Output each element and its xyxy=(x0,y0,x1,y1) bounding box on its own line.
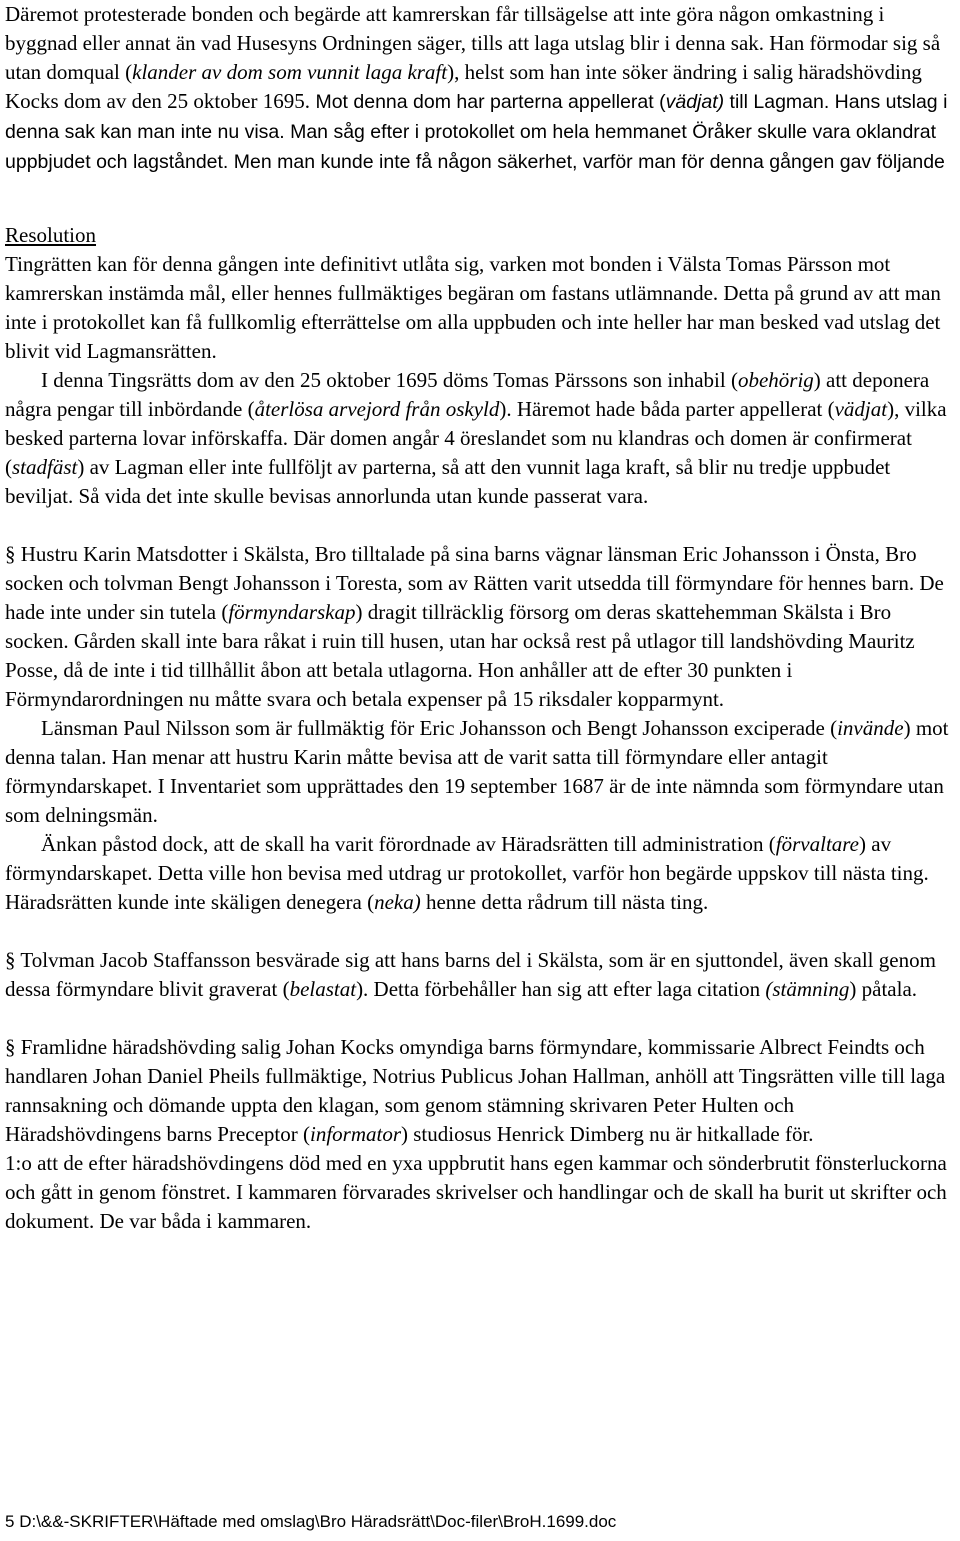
text-run: ) att deponera några pengar till inbördande ( xyxy=(5,368,930,421)
italic-gloss: vädjat) xyxy=(665,91,725,113)
text-run: § Tolvman Jacob Staffansson besvärade sig att hans barns del i Skälsta, som är en sjuttondel, även skall genom dessa förmyndare blivit graverat ( xyxy=(5,948,936,1001)
text-run: ), vilka besked parterna lovar införskaffa. Där domen angår 4 öreslandet som nu klandras och domen är confirmerat ( xyxy=(5,397,947,479)
paragraph-ankan xyxy=(5,830,955,917)
text-run: ) av förmyndarskapet. Detta ville hon bevisa med utdrag ur protokollet, varför hon begärde uppskov till nästa ting. Häradsrätten kunde inte skäligen denegera ( xyxy=(5,832,929,914)
italic-gloss: vädjat xyxy=(834,397,888,421)
text-run: I denna Tingsrätts dom av den 25 oktober 1695 döms Tomas Pärssons son inhabil ( xyxy=(41,368,738,392)
text-run: § Framlidne häradshövding salig Johan Kocks omyndiga barns förmyndare, kommissarie Albrect Feindts och handlaren Johan Daniel Pheils fullmäktige, Notrius Publicus Johan Hallman, anhöll att Tingsrätten ville till laga rannsakning och dömande uppta den klagan, som genom stämning skrivaren Peter Hulten och Häradshövdingens barns Preceptor ( xyxy=(5,1035,946,1146)
text-run: ) mot denna talan. Han menar att hustru Karin måtte bevisa att de varit satta till förmyndare eller antagit förmyndarskapet. I Inventariet som upprättades den 19 september 1687 är de inte nämnda som förmyndare utan som delningsmän. xyxy=(5,716,949,827)
page-footer xyxy=(5,1512,616,1532)
italic-gloss: klander av dom som vunnit laga kraft xyxy=(132,60,448,84)
text-run: Mot denna dom har parterna appellerat ( xyxy=(310,91,666,113)
italic-gloss: invände xyxy=(837,716,904,740)
italic-gloss: informator xyxy=(310,1122,402,1146)
text-run: Däremot protesterade bonden och begärde att kamrerskan får tillsägelse att inte göra någon omkastning i byggnad eller annat än vad Husesyns Ordningen säger, tills att laga utslag blir i denna sak. Han förmodar sig så utan domqual ( xyxy=(5,2,941,84)
paragraph-resolution: Tingrätten kan för denna gången inte definitivt utlåta sig, varken mot bonden i Välsta Tomas Pärsson mot kamrerskan instämda mål, eller hennes fullmäktiges begäran om fastans utlämnande. Detta på grund av att man inte i protokollet kan få fullkomlig efterrättelse om alla uppbuden och inte heller har man besked vad utslag det blivit vid Lagmansrätten. xyxy=(5,252,941,363)
paragraph-judgment xyxy=(5,366,955,511)
text-run: ) av Lagman eller inte fullföljt av parterna, så att den vunnit laga kraft, så blir nu tredje uppbudet beviljat. Så vida det inte skulle bevisas annorlunda utan kunde passerat vara. xyxy=(5,455,891,508)
text-run: § Hustru Karin Matsdotter i Skälsta, Bro tilltalade på sina barns vägnar länsman Eric Johansson i Önsta, Bro socken och tolvman Bengt Johansson i Toresta, som av Rätten varit utsedda till förmyndare för hennes barn. De hade inte under sin tutela ( xyxy=(5,542,944,624)
page-number: 5 xyxy=(5,1512,15,1531)
text-run: till Lagman. Hans utslag i denna sak kan man inte nu visa. Man såg efter i protokollet om hela hemmanet Öråker skulle vara oklandrat uppbjudet och lagståndet. Men man kunde inte få någon säkerhet, varför man för denna gången gav följande xyxy=(5,91,948,173)
italic-gloss: (stämning xyxy=(765,977,850,1001)
paragraph-intro xyxy=(5,0,955,177)
text-run: Änkan påstod dock, att de skall ha varit förordnade av Häradsrätten till administration ( xyxy=(41,832,776,856)
text-run: ). Häremot hade båda parter appellerat ( xyxy=(499,397,835,421)
text-run: ). Detta förbehåller han sig att efter laga citation xyxy=(356,977,766,1001)
italic-gloss: obehörig xyxy=(737,368,814,392)
italic-gloss: förvaltare xyxy=(775,832,859,856)
document-page xyxy=(5,0,955,1236)
paragraph-johan-kock xyxy=(5,1033,955,1149)
paragraph-point-1: 1:o att de efter häradshövdingens död med en yxa uppbrutit hans egen kammar och sönderbrutit fönsterluckorna och gått in genom fönstret. I kammaren förvarades skrivelser och handlingar och de skall ha burit ut skrifter och dokument. De var båda i kammaren. xyxy=(5,1151,947,1233)
text-run: ) påtala. xyxy=(849,977,918,1001)
file-path: D:\&&-SKRIFTER\Häftade med omslag\Bro Häradsrätt\Doc-filer\BroH.1699.doc xyxy=(19,1512,617,1531)
resolution-heading: Resolution xyxy=(5,223,97,247)
italic-gloss: återlösa arvejord från oskyld xyxy=(254,397,500,421)
paragraph-karin-matsdotter xyxy=(5,540,955,714)
text-run: Länsman Paul Nilsson som är fullmäktig för Eric Johansson och Bengt Johansson exciperade ( xyxy=(41,716,838,740)
italic-gloss: förmyndarskap xyxy=(228,600,356,624)
italic-gloss: neka) xyxy=(374,890,421,914)
text-run: ), helst som han inte söker ändring i salig häradshövding Kocks dom av den 25 oktober 1695. xyxy=(5,60,922,113)
text-run: ) studiosus Henrick Dimberg nu är hitkallade för. xyxy=(401,1122,814,1146)
paragraph-jacob-staffansson xyxy=(5,946,955,1004)
italic-gloss: belastat xyxy=(289,977,357,1001)
paragraph-paul-nilsson xyxy=(5,714,955,830)
italic-gloss: stadfäst xyxy=(12,455,78,479)
text-run: henne detta rådrum till nästa ting. xyxy=(420,890,709,914)
text-run: ) dragit tillräcklig försorg om deras skattehemman Skälsta i Bro socken. Gården skall inte bara råkat i ruin till husen, utan har också rest på utlagor till landshövding Mauritz Posse, då de inte i tid tillhållit åbon att betala utlagorna. Hon anhåller att de efter 30 punkten i Förmyndarordningen nu måtte svara och betala expenser på 15 riksdaler kopparmynt. xyxy=(5,600,915,711)
